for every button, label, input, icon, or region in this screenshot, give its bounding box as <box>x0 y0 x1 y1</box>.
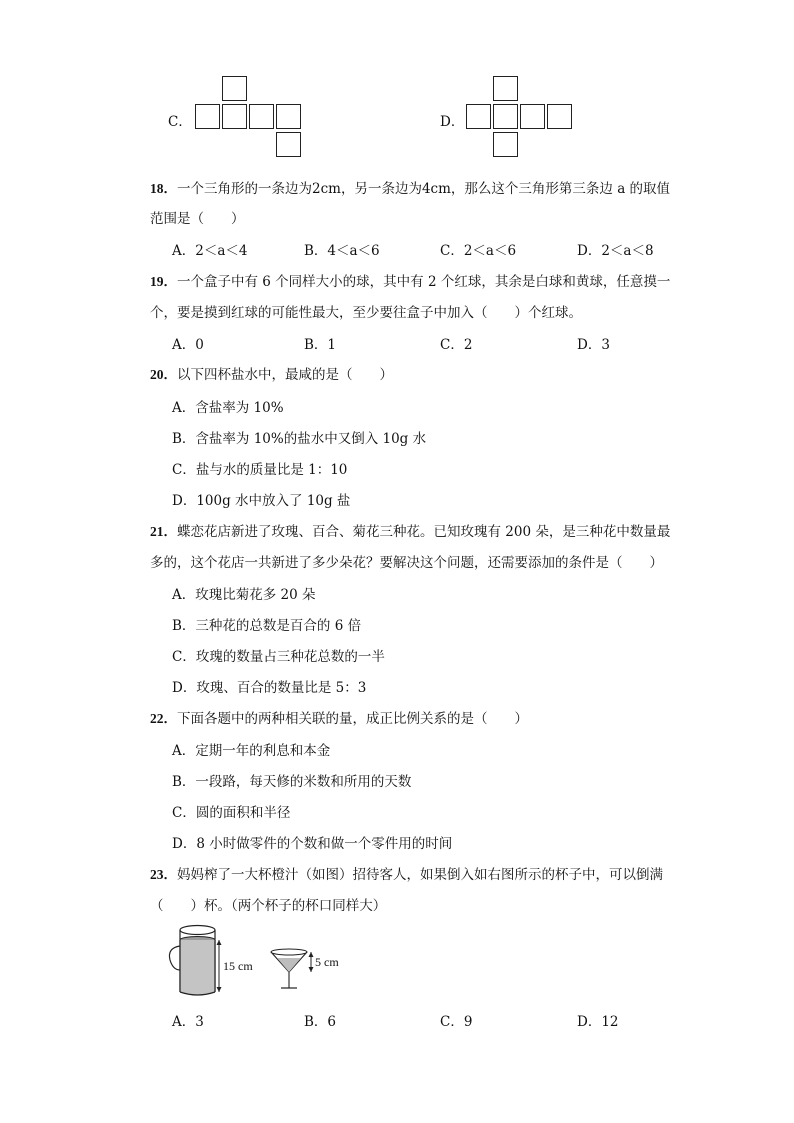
question-19 <box>150 270 670 290</box>
question-22 <box>150 707 528 727</box>
q18-option-a: A．2＜a＜4 <box>172 243 248 259</box>
question-number: 20． <box>150 367 177 382</box>
question-23-line2: （ ）杯。（两个杯子的杯口同样大） <box>150 898 387 914</box>
q17-option-c-label: C． <box>168 114 192 130</box>
mug-height-label: 15 cm <box>223 959 253 973</box>
question-text: 以下四杯盐水中，最咸的是（ ） <box>177 367 393 383</box>
q18-option-d: D．2＜a＜8 <box>577 243 654 259</box>
q23-option-c: C．9 <box>440 1014 473 1030</box>
question-number: 18． <box>150 181 177 196</box>
question-20 <box>150 363 393 383</box>
q22-option-a: A．定期一年的利息和本金 <box>172 743 331 759</box>
question-text: 蝶恋花店新进了玫瑰、百合、菊花三种花。已知玫瑰有 200 朵，是三种花中数量最 <box>177 524 671 540</box>
question-text: 下面各题中的两种相关联的量，成正比例关系的是（ ） <box>177 711 528 727</box>
q22-option-d: D．8 小时做零件的个数和做一个零件用的时间 <box>172 836 453 852</box>
question-text: 一个三角形的一条边为2cm，另一条边为4cm，那么这个三角形第三条边 a 的取值 <box>177 181 671 197</box>
question-23 <box>150 863 663 883</box>
q23-option-b: B．6 <box>304 1014 337 1030</box>
q23-option-d: D．12 <box>577 1014 619 1030</box>
q18-option-b: B．4＜a＜6 <box>304 243 380 259</box>
q21-option-b: B．三种花的总数是百合的 6 倍 <box>172 618 362 634</box>
q20-option-b: B．含盐率为 10%的盐水中又倒入 10g 水 <box>172 431 427 447</box>
question-text: 一个盒子中有 6 个同样大小的球，其中有 2 个红球，其余是白球和黄球，任意摸一 <box>177 274 671 290</box>
q23-option-a: A．3 <box>172 1014 204 1030</box>
q19-option-d: D．3 <box>577 337 610 353</box>
q20-option-d: D．100g 水中放入了 10g 盐 <box>172 493 351 509</box>
question-19-line2: 个，要是摸到红球的可能性最大，至少要往盒子中加入（ ）个红球。 <box>150 305 582 321</box>
q20-option-c: C．盐与水的质量比是 1：10 <box>172 462 348 478</box>
question-18 <box>150 177 670 197</box>
q22-option-c: C．圆的面积和半径 <box>172 805 291 821</box>
glass-height-label: 5 cm <box>315 955 339 969</box>
q22-option-b: B．一段路，每天修的米数和所用的天数 <box>172 774 412 790</box>
q18-option-c: C．2＜a＜6 <box>440 243 517 259</box>
q21-option-c: C．玫瑰的数量占三种花总数的一半 <box>172 649 385 665</box>
question-number: 23． <box>150 867 177 882</box>
q21-option-d: D．玫瑰、百合的数量比是 5：3 <box>172 680 367 696</box>
q23-figure <box>165 922 355 997</box>
q21-option-a: A．玫瑰比菊花多 20 朵 <box>172 587 316 603</box>
question-number: 22． <box>150 711 177 726</box>
q17-option-c-net <box>195 76 305 158</box>
q17-option-d-label: D． <box>440 114 465 130</box>
q19-option-b: B．1 <box>304 337 337 353</box>
question-number: 21． <box>150 524 177 539</box>
cone-glass-icon <box>271 949 314 988</box>
question-text: 妈妈榨了一大杯橙汁（如图）招待客人，如果倒入如右图所示的杯子中，可以倒满 <box>177 867 663 883</box>
question-21-line2: 多的，这个花店一共新进了多少朵花？要解决这个问题，还需要添加的条件是（ ） <box>150 555 663 571</box>
q19-option-c: C．2 <box>440 337 473 353</box>
q20-option-a: A．含盐率为 10% <box>172 400 284 416</box>
question-21 <box>150 520 670 540</box>
q17-option-d-net <box>466 76 576 158</box>
question-18-line2: 范围是（ ） <box>150 211 245 227</box>
juice-mug-icon <box>169 926 221 996</box>
q19-option-a: A．0 <box>172 337 204 353</box>
question-number: 19． <box>150 274 177 289</box>
